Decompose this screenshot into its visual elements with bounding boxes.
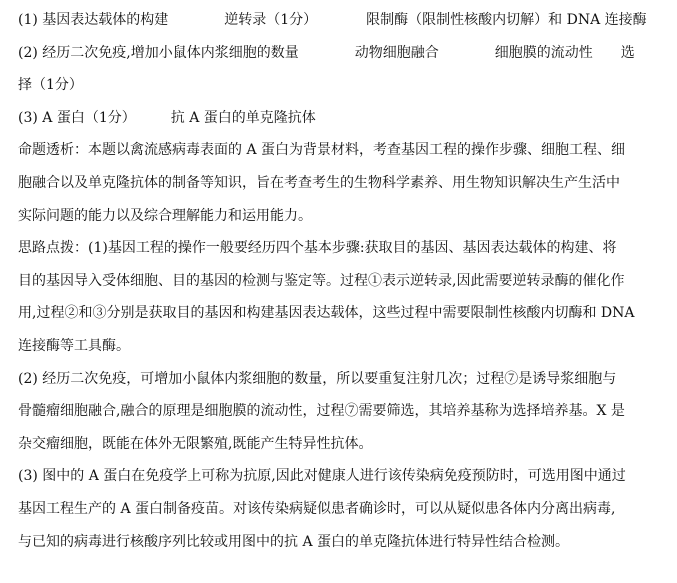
answer-2-continuation: 择（1分）: [18, 77, 83, 94]
explanation-2-line-3: 杂交瘤细胞，既能在体外无限繁殖,既能产生特异性抗体。: [18, 435, 373, 452]
analysis-paragraph-line-2: 胞融合以及单克隆抗体的制备等知识，旨在考查考生的生物科学素养、用生物知识解决生产生活中: [18, 174, 620, 191]
hint-paragraph-line-3: 用,过程②和③分别是获取目的基因和构建基因表达载体，这些过程中需要限制性核酸内切酶和 DNA: [18, 305, 635, 322]
explanation-3-line-3: 与已知的病毒进行核酸序列比较或用图中的抗 A 蛋白的单克隆抗体进行特异性结合检测。: [18, 533, 570, 550]
answer-1-line: (1) 基因表达载体的构建 逆转录（1分） 限制酶（限制性核酸内切解）和 DNA 连接酶: [18, 12, 647, 28]
explanation-2-line-1: (2) 经历二次免疫，可增加小鼠体内浆细胞的数量，所以要重复注射几次；过程⑦是诱导浆细胞与: [18, 370, 617, 387]
analysis-paragraph-line-1: 命题透析：本题以禽流感病毒表面的 A 蛋白为背景材料，考查基因工程的操作步骤、细胞工程、细: [18, 142, 626, 159]
explanation-2-line-2: 骨髓瘤细胞融合,融合的原理是细胞膜的流动性，过程⑦需要筛选，其培养基称为选择培养基。X 是: [18, 403, 625, 420]
hint-paragraph-line-4: 连接酶等工具酶。: [18, 337, 130, 354]
explanation-3-line-1: (3) 图中的 A 蛋白在免疫学上可称为抗原,因此对健康人进行该传染病免疫预防时，可选用图中通过: [18, 468, 626, 485]
explanation-3-line-2: 基因工程生产的 A 蛋白制备疫苗。对该传染病疑似患者确诊时，可以从疑似患各体内分离出病毒,: [18, 500, 616, 517]
analysis-paragraph-line-3: 实际问题的能力以及综合理解能力和运用能力。: [18, 207, 312, 224]
hint-paragraph-line-1: 思路点拨：(1)基因工程的操作一般要经历四个基本步骤:获取目的基因、基因表达载体的构建、将: [18, 240, 617, 257]
hint-paragraph-line-2: 目的基因导入受体细胞、目的基因的检测与鉴定等。过程①表示逆转录,因此需要逆转录酶的催化作: [18, 272, 625, 289]
answer-3-line: (3) A 蛋白（1分） 抗 A 蛋白的单克隆抗体: [18, 109, 316, 126]
answer-2-line: (2) 经历二次免疫,增加小鼠体内浆细胞的数量 动物细胞融合 细胞膜的流动性 选: [18, 44, 635, 61]
